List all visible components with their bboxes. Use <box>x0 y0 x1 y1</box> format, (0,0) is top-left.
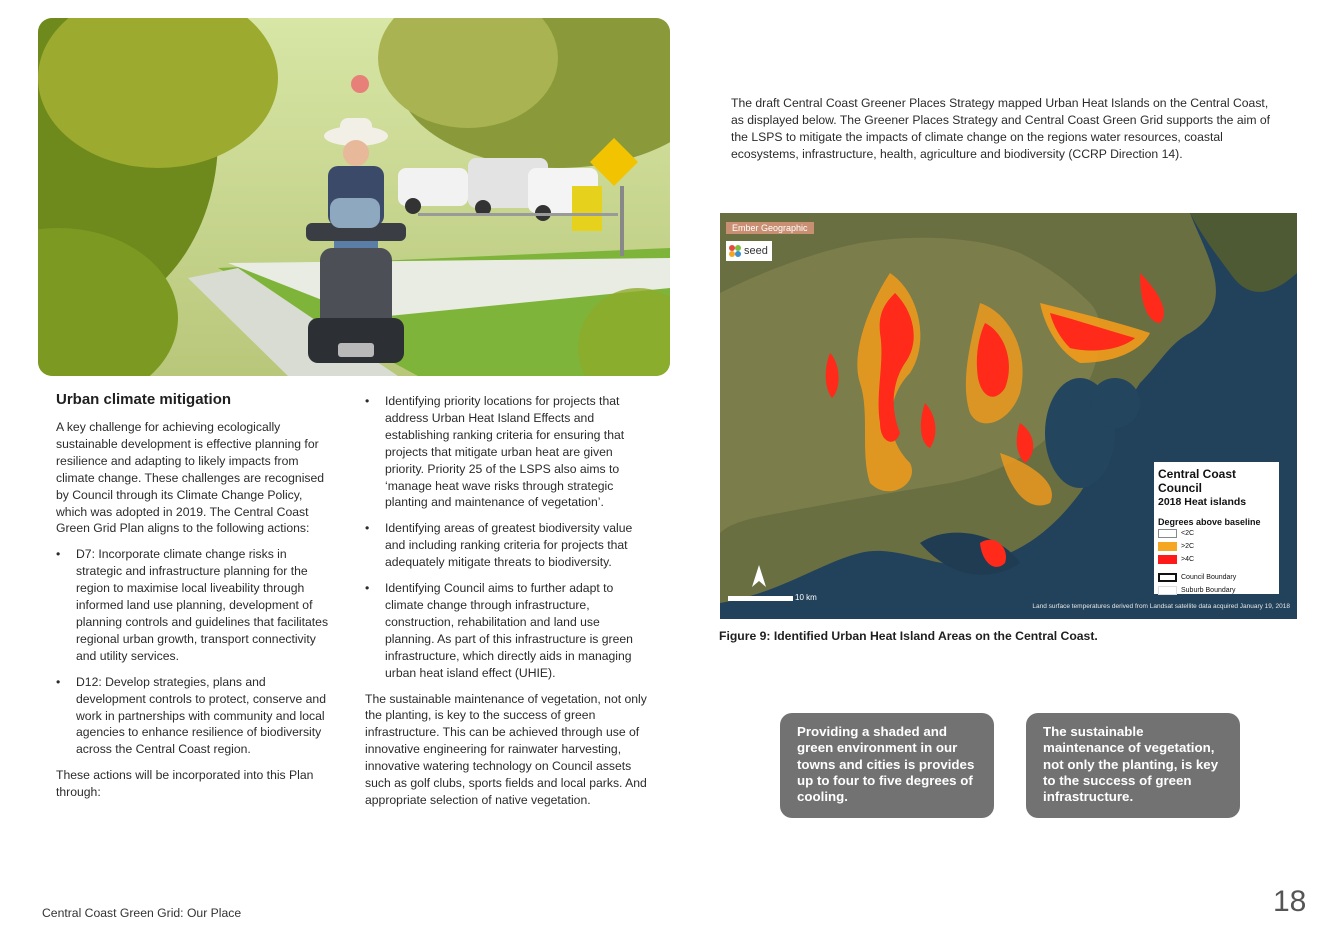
strategy-intro: The draft Central Coast Greener Places Strategy mapped Urban Heat Islands on the Central Coast, as displayed below. The Greener Places Strategy and Central Coast Green Grid supports the aim of the LSPS to mitigate the impacts of climate change on the regions water resources, coastal ecosystems, infrastructure, health, agriculture and biodiversity (CCRP Direction 14). <box>731 96 1271 161</box>
scale-label: 10 km <box>795 593 817 602</box>
page-number: 18 <box>1273 885 1307 918</box>
list-item: • Identifying Council aims to further adapt to climate change through infrastructure, construction, rehabilitation and land use planning. As part of this infrastructure is green infrastructure, which directly aids in managing urban heat island effect (UHIE). <box>365 580 647 681</box>
legend-title: Central Coast Council <box>1158 467 1237 495</box>
legend-label: >2C <box>1181 543 1195 550</box>
legend-swatch <box>1158 529 1177 538</box>
hero-photo <box>38 18 670 376</box>
intro-paragraph: A key challenge for achieving ecologically sustainable development is effective planning for resilience and adapting to likely impacts from climate change. These challenges are recognised by Council through its Climate Change Policy, which was adopted in 2019. The Central Coast Green Grid Plan aligns to the following actions: <box>56 420 325 536</box>
heat-island-map <box>720 213 1297 619</box>
map-legend <box>1154 462 1279 594</box>
north-arrow-icon <box>752 565 766 592</box>
legend-item <box>1158 553 1275 566</box>
list-item: • Identifying priority locations for projects that address Urban Heat Island Effects and establishing ranking criteria for ensuring that projects that mitigate urban heat are given priority. Priority 25 of the LSPS also aims to ‘manage heat wave risks through strategic planting and maintenance of vegetation’. <box>365 393 647 511</box>
legend-swatch <box>1158 555 1177 564</box>
actions-list <box>56 546 336 758</box>
legend-item <box>1158 571 1275 584</box>
maintenance-paragraph: The sustainable maintenance of vegetation, not only the planting, is key to the success of green infrastructure. This can be achieved through use of innovative engineering for rainwater harvesting, innovative watering technology on Council assets such as golf clubs, sports fields and local parks. And appropriate selection of native vegetation. <box>365 691 647 807</box>
seed-logo-text: seed <box>744 245 768 257</box>
list-item: • D7: Incorporate climate change risks in strategic and infrastructure planning for the region to maximise local liveability through informed land use planning, development of planning controls and guidelines that facilitates regional urban growth, transport connectivity and utility services. <box>56 546 336 664</box>
map-source-note: Land surface temperatures derived from Landsat satellite data acquired January 19, 2018 <box>1032 603 1290 610</box>
legend-label: Suburb Boundary <box>1181 587 1236 594</box>
legend-item <box>1158 584 1275 597</box>
seed-logo-icon <box>729 245 742 258</box>
legend-label: >4C <box>1181 556 1195 563</box>
scale-bar <box>728 596 793 601</box>
legend-swatch <box>1158 542 1177 551</box>
section-heading: Urban climate mitigation <box>56 391 232 408</box>
list-item: • D12: Develop strategies, plans and development controls to protect, conserve and work in partnerships with community and local agencies to enhance resilience of biodiversity across the Central Coast region. <box>56 674 336 759</box>
legend-swatch <box>1158 573 1177 582</box>
seed-logo <box>726 241 772 261</box>
plan-items-list <box>365 393 647 682</box>
legend-subtitle: 2018 Heat islands <box>1158 496 1247 508</box>
figure-caption: Figure 9: Identified Urban Heat Island Areas on the Central Coast. <box>719 629 1098 643</box>
closing-paragraph: These actions will be incorporated into this Plan through: <box>56 768 314 800</box>
callout-cooling: Providing a shaded and green environment in our towns and cities is provides up to four to five degrees of cooling. <box>780 713 994 818</box>
list-item: • Identifying areas of greatest biodiversity value and including ranking criteria for projects that adequately mitigate threats to biodiversity. <box>365 520 647 571</box>
footer-title: Central Coast Green Grid: Our Place <box>42 906 242 920</box>
legend-item <box>1158 527 1275 540</box>
legend-label: Council Boundary <box>1181 574 1237 581</box>
map-attribution: Ember Geographic <box>726 222 814 234</box>
legend-item <box>1158 540 1275 553</box>
callout-maintenance: The sustainable maintenance of vegetation, not only the planting, is key to the success of green infrastructure. <box>1026 713 1240 818</box>
left-column <box>56 419 336 810</box>
middle-column <box>365 393 647 818</box>
legend-swatch <box>1158 586 1177 595</box>
legend-label: <2C <box>1181 530 1195 537</box>
legend-heading: Degrees above baseline <box>1158 517 1261 527</box>
